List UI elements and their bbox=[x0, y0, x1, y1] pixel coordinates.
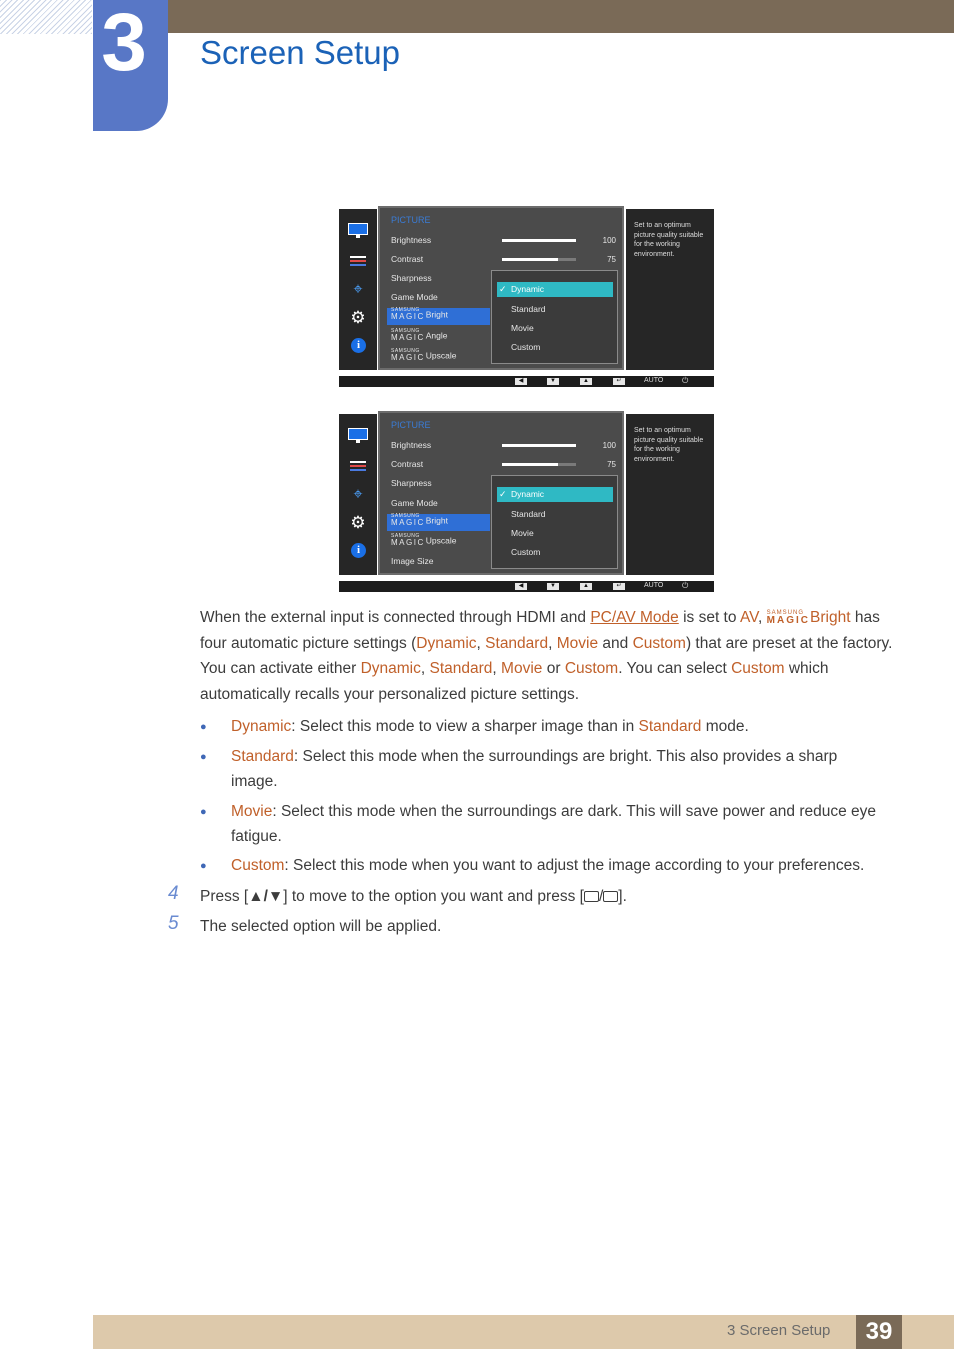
page-number: 39 bbox=[856, 1315, 902, 1349]
step-number: 5 bbox=[168, 913, 179, 934]
osd-icon-sidebar bbox=[339, 209, 377, 370]
enter-icon: ↵ bbox=[613, 583, 625, 590]
osd-help-panel bbox=[626, 209, 714, 370]
osd-picture-menu bbox=[378, 411, 624, 575]
submenu-option-dynamic: ✓ Dynamic bbox=[497, 487, 613, 502]
brightness-bar bbox=[502, 444, 576, 447]
source-key-icon bbox=[584, 891, 599, 902]
magic-bright-submenu bbox=[491, 475, 618, 569]
power-icon: ⏻ bbox=[682, 376, 689, 385]
check-icon: ✓ bbox=[499, 284, 507, 294]
page-footer bbox=[93, 1315, 954, 1349]
chapter-badge bbox=[93, 0, 168, 131]
contrast-value: 75 bbox=[607, 460, 616, 469]
position-icon: ⌖ bbox=[353, 486, 363, 503]
info-icon: i bbox=[348, 543, 368, 559]
contrast-bar bbox=[502, 463, 576, 466]
osd-icon-sidebar bbox=[339, 414, 377, 575]
osd-button-guide bbox=[339, 376, 714, 387]
monitor-icon bbox=[348, 428, 368, 444]
brightness-value: 100 bbox=[602, 441, 616, 450]
contrast-value: 75 bbox=[607, 255, 616, 264]
pc-av-mode-link[interactable]: PC/AV Mode bbox=[590, 609, 679, 626]
top-bar bbox=[168, 0, 954, 33]
menu-title: PICTURE bbox=[391, 420, 431, 430]
left-arrow-icon: ◀ bbox=[515, 583, 527, 590]
menu-item-game-mode: Game Mode bbox=[391, 498, 438, 508]
power-icon: ⏻ bbox=[682, 581, 689, 590]
menu-item-magic-upscale: SAMSUNG MAGIC Upscale bbox=[391, 348, 457, 362]
menu-item-game-mode: Game Mode bbox=[391, 292, 438, 302]
samsung-magic-logo: SAMSUNG MAGIC bbox=[766, 610, 811, 626]
intro-paragraph: When the external input is connected through HDMI and PC/AV Mode is set to AV, SAMSUNG MAGIC Bright has four automatic picture settings (Dynamic, Standard, Movie and Custom) that are preset at the factory. You can activate either Dynamic, Standard, Movie or Custom. You can select Custom which automatically recalls your personalized picture settings. bbox=[200, 609, 893, 704]
corner-hatch-decoration bbox=[0, 0, 92, 34]
menu-item-brightness: Brightness bbox=[391, 235, 432, 245]
menu-item-sharpness: Sharpness bbox=[391, 273, 432, 283]
enter-key-icon bbox=[603, 891, 618, 902]
down-arrow-icon: ▼ bbox=[547, 378, 559, 385]
osd-screenshot-2 bbox=[339, 411, 714, 600]
footer-section-label: 3 Screen Setup bbox=[727, 1322, 831, 1339]
menu-item-image-size: Image Size bbox=[391, 556, 434, 566]
left-arrow-icon: ◀ bbox=[515, 378, 527, 385]
up-arrow-icon: ▲ bbox=[580, 378, 592, 385]
info-icon: i bbox=[348, 338, 368, 354]
menu-item-magic-bright: SAMSUNG MAGIC Bright bbox=[387, 514, 490, 531]
auto-label: AUTO bbox=[644, 377, 664, 384]
step-number: 4 bbox=[168, 883, 179, 904]
menu-item-brightness: Brightness bbox=[391, 440, 432, 450]
bullet-dot-icon: ● bbox=[200, 806, 207, 818]
contrast-bar bbox=[502, 258, 576, 261]
settings-icon: ⚙ bbox=[350, 513, 366, 532]
submenu-option-movie: Movie bbox=[511, 323, 534, 333]
brightness-value: 100 bbox=[602, 236, 616, 245]
color-icon bbox=[348, 459, 368, 475]
osd-picture-menu bbox=[378, 206, 624, 370]
chapter-title: Screen Setup bbox=[200, 34, 400, 71]
submenu-option-movie: Movie bbox=[511, 528, 534, 538]
magic-bright-submenu bbox=[491, 270, 618, 364]
color-icon bbox=[348, 254, 368, 270]
submenu-option-standard: Standard bbox=[511, 509, 546, 519]
submenu-option-standard: Standard bbox=[511, 304, 546, 314]
monitor-icon bbox=[348, 223, 368, 239]
up-down-arrow-icon: ▲/▼ bbox=[248, 888, 284, 905]
submenu-option-dynamic: ✓ Dynamic bbox=[497, 282, 613, 297]
auto-label: AUTO bbox=[644, 582, 664, 589]
brightness-bar bbox=[502, 239, 576, 242]
menu-item-contrast: Contrast bbox=[391, 459, 424, 469]
osd-screenshot-1 bbox=[339, 206, 714, 395]
check-icon: ✓ bbox=[499, 489, 507, 499]
position-icon: ⌖ bbox=[353, 281, 363, 298]
bullet-dot-icon: ● bbox=[200, 751, 207, 763]
osd-button-guide bbox=[339, 581, 714, 592]
help-text: Set to an optimum picture quality suitable for the working environment. bbox=[634, 222, 704, 258]
bullet-dot-icon: ● bbox=[200, 721, 207, 733]
menu-item-contrast: Contrast bbox=[391, 254, 424, 264]
up-arrow-icon: ▲ bbox=[580, 583, 592, 590]
down-arrow-icon: ▼ bbox=[547, 583, 559, 590]
menu-item-magic-bright: SAMSUNG MAGIC Bright bbox=[387, 308, 490, 325]
menu-title: PICTURE bbox=[391, 215, 431, 225]
osd-help-panel bbox=[626, 414, 714, 575]
submenu-option-custom: Custom bbox=[511, 342, 541, 352]
help-text: Set to an optimum picture quality suitable for the working environment. bbox=[634, 427, 704, 463]
settings-icon: ⚙ bbox=[350, 308, 366, 327]
enter-icon: ↵ bbox=[613, 378, 625, 385]
chapter-number: 3 bbox=[101, 0, 147, 88]
menu-item-magic-upscale: SAMSUNG MAGIC Upscale bbox=[391, 533, 457, 547]
submenu-option-custom: Custom bbox=[511, 547, 541, 557]
menu-item-sharpness: Sharpness bbox=[391, 478, 432, 488]
bullet-dot-icon: ● bbox=[200, 860, 207, 872]
menu-item-magic-angle: SAMSUNG MAGIC Angle bbox=[391, 328, 448, 342]
